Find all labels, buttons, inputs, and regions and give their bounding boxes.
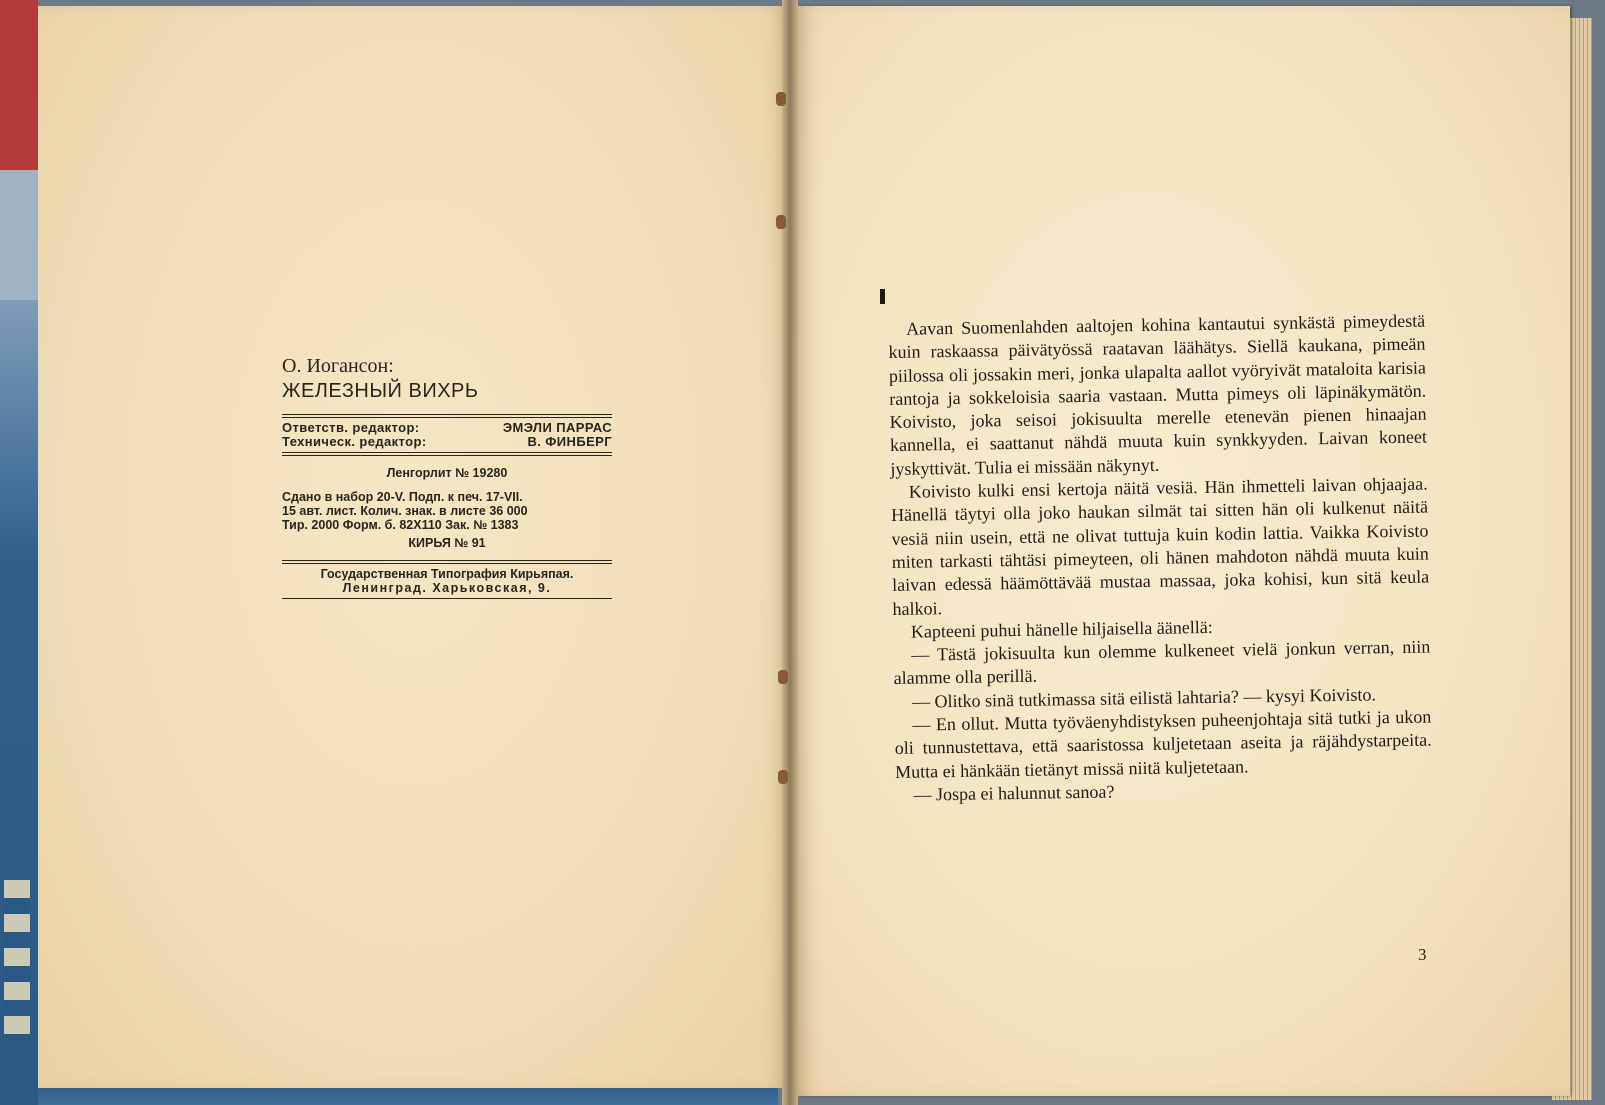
printer-address: Ленинград. Харьковская, 9.: [342, 581, 552, 595]
print-details-line: 15 авт. лист. Колич. знак. в листе 36 000: [282, 504, 528, 518]
editor-label: Ответств. редактор:: [282, 420, 420, 435]
tech-editor-label: Техническ. редактор:: [282, 434, 427, 449]
cover-pattern: [4, 880, 30, 1040]
paragraph: Koivisto kulki ensi kertoja näitä vesiä. Hän ihmetteli laivan ohjaajaa. Hänellä täytyi olla joko haukan silmät tai sitten hän oli kulkenut näitä vesiä niin usein, että ne olivat tuttuja kuin kodin lattia. Vaikka Koivisto miten tarkasti tähtäsi pimeyteen, oli hänen mahdoton nähdä muuta kuin laivan edessä häämöttävää mustaa massaa, joka kohisi, kun sitä keula halkoi.: [890, 473, 1430, 619]
paragraph: — Jospa ei halunnut sanoa?: [913, 781, 1115, 805]
tech-editor-name: В. ФИНБЕРГ: [527, 434, 612, 449]
double-rule: [282, 452, 612, 456]
page-number: 3: [1418, 945, 1427, 964]
body-text: [888, 310, 1433, 808]
binding-stitch: [776, 92, 786, 106]
single-rule: [282, 598, 612, 599]
double-rule: [282, 560, 612, 564]
chapter-mark: [880, 289, 885, 304]
lengorlit-line: Ленгорлит № 19280: [386, 466, 508, 480]
printer-line: Государственная Типография Кирьяпая.: [320, 567, 574, 581]
book-title: ЖЕЛЕЗНЫЙ ВИХРЬ: [282, 380, 479, 402]
binding-stitch: [778, 670, 788, 684]
binding-stitch: [778, 770, 788, 784]
print-details-line: Сдано в набор 20-V. Подп. к печ. 17-VII.: [282, 490, 523, 504]
paragraph: — Tästä jokisuulta kun olemme kulkeneet vielä jonkun verran, niin alamme olla perillä.: [893, 636, 1431, 689]
publisher-number: КИРЬЯ № 91: [408, 536, 486, 550]
binding-stitch: [776, 215, 786, 229]
tech-editor-row: [282, 435, 612, 449]
book-gutter: [782, 0, 798, 1105]
author-name: О. Иогансон:: [282, 355, 394, 377]
paragraph: Aavan Suomenlahden aaltojen kohina kantautui synkästä pimeydestä kuin raskaassa päivätyössä raatavan läähätys. Siellä kaukana, pimeän piilossa oli jossakin meri, jonka ulapalta aallot vyöryivät mataloita karisia rantoja ja sokkeloisia saaria vastaan. Mutta pimeys oli läpinäkymätön. Koivisto, joka seisoi jokisuulta merelle etenevän pienen hinaajan kannella, ei saattanut nähdä muuta kuin synkkyyden. Laivan koneet jyskyttivät. Tulia ei missään näkynyt.: [888, 310, 1428, 479]
editor-row: [282, 421, 612, 435]
paragraph: Kapteeni puhui hänelle hiljaisella äänellä:: [910, 616, 1213, 642]
double-rule: [282, 414, 612, 418]
print-details-line: Тир. 2000 Форм. б. 82X110 Зак. № 1383: [282, 518, 519, 532]
imprint-block: [282, 354, 612, 602]
editor-name: ЭМЭЛИ ПАРРАС: [502, 420, 612, 435]
paragraph: — Olitko sinä tutkimassa sitä eilistä lahtaria? — kysyi Koivisto.: [911, 684, 1377, 712]
paragraph: — En ollut. Mutta työväenyhdistyksen puheenjohtaja sitä tutki ja ukon oli tunnustettava, että saaristossa kuljetetaan aseita ja räjähdystarpeita. Mutta ei hänkään tietänyt missä niitä kuljetetaan.: [894, 706, 1432, 782]
